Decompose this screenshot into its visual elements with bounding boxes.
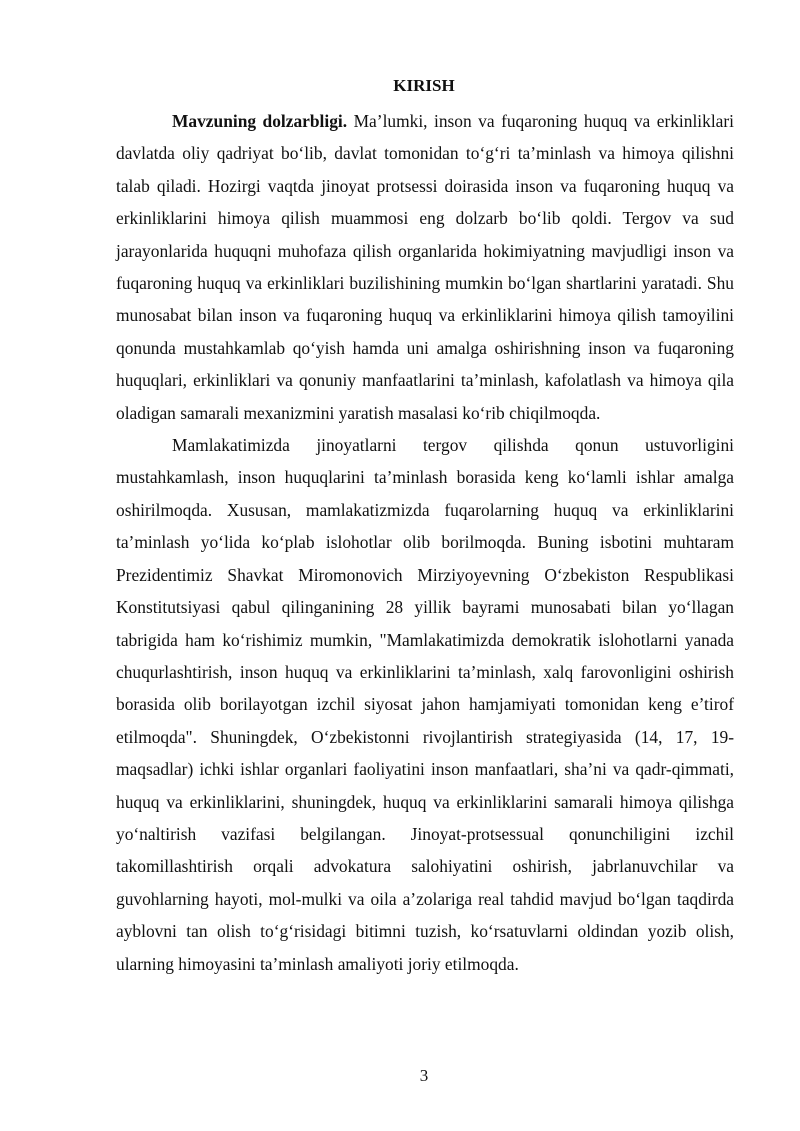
page-number: 3 <box>419 1066 429 1085</box>
paragraph-reforms <box>116 429 734 980</box>
body-text <box>116 105 734 980</box>
paragraph-text: Ma’lumki, inson va fuqaroning huquq va erkinliklari davlatda oliy qadriyat bo‘lib, davlat tomonidan to‘g‘ri ta’minlash va himoya qilishni talab qiladi. Hozirgi vaqtda jinoyat protsessi doirasida inson va fuqaroning huquq va erkinliklarini himoya qilish muammosi eng dolzarb bo‘lib qoldi. Tergov va sud jarayonlarida huquqni muhofaza qilish organlarida hokimiyatning mavjudligi inson va fuqaroning huquq va erkinliklari buzilishining mumkin bo‘lgan shartlarini yaratadi. Shu munosabat bilan inson va fuqaroning huquq va erkinliklarini himoya qilish tamoyilini qonunda mustahkamlab qo‘yish hamda uni amalga oshirishning inson va fuqaroning huquqlari, erkinliklari va qonuniy manfaatlarini ta’minlash, kafolatlash va himoya qila oladigan samarali mexanizmini yaratish masalasi ko‘rib chiqilmoqda. <box>116 111 734 423</box>
paragraph-lead: Mavzuning dolzarbligi. <box>172 111 348 131</box>
paragraph-text: Mamlakatimizda jinoyatlarni tergov qilishda qonun ustuvorligini mustahkamlash, inson huquqlarini ta’minlash borasida keng ko‘lamli ishlar amalga oshirilmoqda. Xususan, mamlakatizmizda fuqarolarning huquq va erkinliklarini ta’minlash yo‘lida ko‘plab islohotlar olib borilmoqda. Buning isbotini muhtaram Prezidentimiz Shavkat Miromonovich Mirziyoyevning O‘zbekiston Respublikasi Konstitutsiyasi qabul qilinganining 28 yillik bayrami munosabati bilan yo‘llagan tabrigida ham ko‘rishimiz mumkin, "Mamlakatimizda demokratik islohotlarni yanada chuqurlashtirish, inson huquq va erkinliklarini ta’minlash, xalq farovonligini oshirish borasida olib borilayotgan izchil siyosat jahon hamjamiyati tomonidan keng e’tirof etilmoqda". Shuningdek, O‘zbekistonni rivojlantirish strategiyasida (14, 17, 19-maqsadlar) ichki ishlar organlari faoliyatini inson manfaatlari, sha’ni va qadr-qimmati, huquq va erkinliklarini, shuningdek, huquq va erkinliklarini samarali himoya qilishga yo‘naltirish vazifasi belgilangan. Jinoyat-protsessual qonunchiligini izchil takomillashtirish orqali advokatura salohiyatini oshirish, jabrlanuvchilar va guvohlarning hayoti, mol-mulki va oila a’zolariga real tahdid mavjud bo‘lgan taqdirda ayblovni tan olish to‘g‘risidagi bitimni tuzish, ko‘rsatuvlarni oldindan yozib olish, ularning himoyasini ta’minlash amaliyoti joriy etilmoqda. <box>116 435 734 974</box>
section-heading: KIRISH <box>393 76 455 95</box>
paragraph-relevance <box>116 105 734 429</box>
